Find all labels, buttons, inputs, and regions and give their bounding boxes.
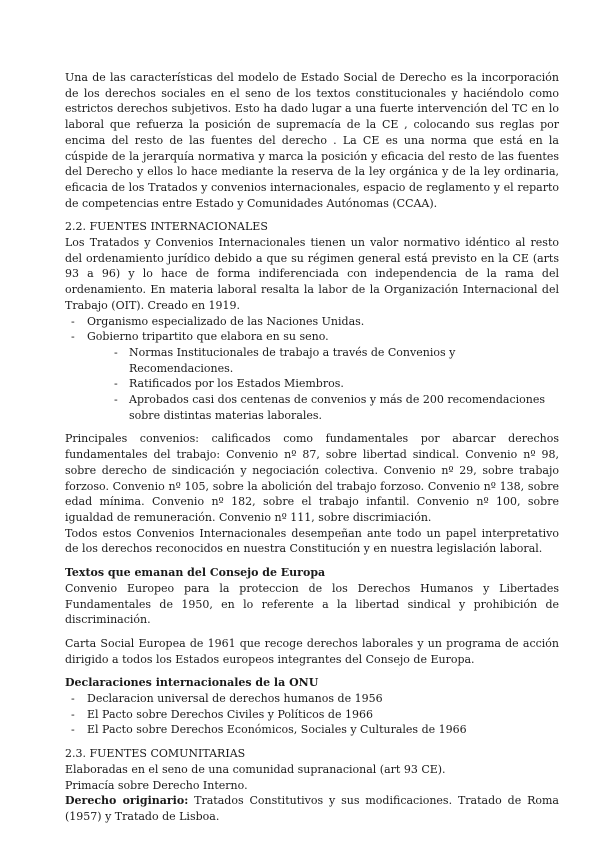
section-heading-fuentes-comunitarias: 2.3. FUENTES COMUNITARIAS — [65, 747, 246, 761]
comunitarias-line-1: Elaboradas en el seno de una comunidad supranacional (art 93 CE). — [65, 762, 446, 776]
principales-convenios-paragraph: Principales convenios: calificados como fundamentales por abarcar derechos fundamentales del trabajo: Convenio nº 87, sobre libertad sindical. Convenio nº 98, sobre derecho de sindicación y negociación colectiva. Convenio nº 29, sobre trabajo forzoso. Convenio nº 105, sobre la abolición del trabajo forzoso. Convenio nº 138, sobre edad mínima. Convenio nº 182, sobre el trabajo infantil. Convenio nº 100, sobre igualdad de remuneración. Convenio nº 111, sobre discrimiación. — [65, 432, 559, 524]
intro-paragraph: Una de las características del modelo de Estado Social de Derecho es la incorporación de los derechos sociales en el seno de los textos constitucionales y haciéndolo como estrictos derechos subjetivos. Esto ha dado lugar a una fuerte intervención del TC en lo laboral que refuerza la posición de supremacía de la CE , colocando sus reglas por encima del resto de las fuentes del derecho . La CE es una norma que está en la cúspide de la jerarquía normativa y marca la posición y eficacia del resto de las fuentes del Derecho y ellos lo hace mediante la reserva de la ley orgánica y de la ley ordinaria, eficacia de los Tratados y convenios internacionales, espacio de reglamento y el reparto de competencias entre Estado y Comunidades Autónomas (CCAA). — [65, 71, 559, 210]
sub-list-item: - Ratificados por los Estados Miembros. — [109, 376, 559, 392]
todos-convenios-paragraph: Todos estos Convenios Internacionales desempeñan ante todo un papel interpretativo de los derechos reconocidos en nuestra Constitución y en nuestra legislación laboral. — [65, 526, 559, 556]
list-item: - El Pacto sobre Derechos Civiles y Políticos de 1966 — [65, 707, 559, 723]
consejo-europa-heading: Textos que emanan del Consejo de Europa — [65, 566, 326, 580]
onu-list — [65, 691, 559, 738]
derecho-originario-paragraph — [65, 793, 559, 824]
derecho-originario-text: Tratados Constitutivos y sus modificaciones. Tratado de Roma (1957) y Tratado de Lisboa. — [65, 794, 559, 823]
list-item-label: Gobierno tripartito que elabora en su seno. — [87, 330, 329, 344]
comunitarias-line-2: Primacía sobre Derecho Interno. — [65, 778, 248, 792]
oit-paragraph: Los Tratados y Convenios Internacionales tienen un valor normativo idéntico al resto del ordenamiento jurídico debido a que su régimen general está previsto en la CE (arts 93 a 96) y lo hace de forma indiferenciada con independencia de la rama del ordenamiento. En materia laboral resalta la labor de la Organización Internacional del Trabajo (OIT). Creado en 1919. — [65, 236, 559, 312]
document-page — [65, 70, 559, 825]
list-item: - Organismo especializado de las Naciones Unidas. — [65, 314, 559, 330]
list-item: - Declaracion universal de derechos humanos de 1956 — [65, 691, 559, 707]
section-heading-fuentes-internacionales: 2.2. FUENTES INTERNACIONALES — [65, 220, 268, 234]
convenio-europeo-paragraph: Convenio Europeo para la proteccion de los Derechos Humanos y Libertades Fundamentales de 1950, en lo referente a la libertad sindical y prohibición de discriminación. — [65, 581, 559, 627]
list-item: - El Pacto sobre Derechos Económicos, Sociales y Culturales de 1966 — [65, 722, 559, 738]
onu-heading: Declaraciones internacionales de la ONU — [65, 676, 319, 690]
list-item — [65, 329, 559, 423]
oit-list — [65, 314, 559, 424]
derecho-originario-label: Derecho originario: — [65, 794, 189, 808]
sub-list-item: - Aprobados casi dos centenas de convenios y más de 200 recomendaciones sobre distintas materias laborales. — [109, 392, 559, 423]
oit-sub-list — [87, 345, 559, 424]
carta-social-paragraph: Carta Social Europea de 1961 que recoge derechos laborales y un programa de acción dirigido a todos los Estados europeos integrantes del Consejo de Europa. — [65, 636, 559, 666]
sub-list-item: - Normas Institucionales de trabajo a través de Convenios y Recomendaciones. — [109, 345, 559, 376]
